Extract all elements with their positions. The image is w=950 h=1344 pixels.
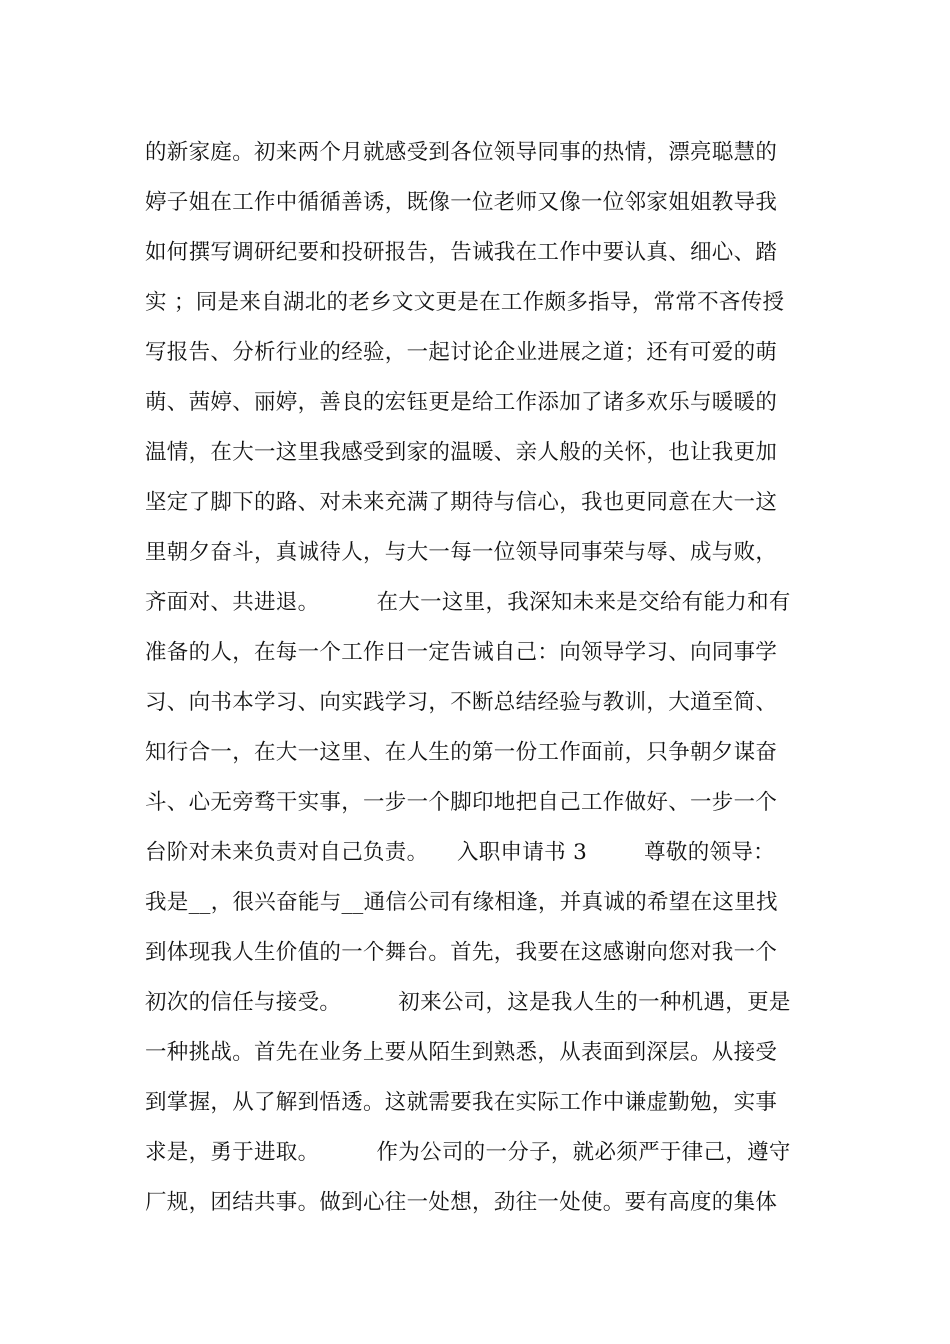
text-line: 实 ；同是来自湖北的老乡文文更是在工作颇多指导，常常不吝传授 [145, 290, 785, 315]
text-line: 写报告、分析行业的经验，一起讨论企业进展之道；还有可爱的萌 [145, 340, 778, 365]
text-line: 知行合一，在大一这里、在人生的第一份工作面前，只争朝夕谋奋 [145, 740, 778, 765]
text-line: 如何撰写调研纪要和投研报告，告诫我在工作中要认真、细心、踏 [145, 240, 778, 265]
text-line: 一种挑战。首先在业务上要从陌生到熟悉，从表面到深层。从接受 [145, 1040, 778, 1065]
text-line: 求是，勇于进取。 作为公司的一分子，就必须严于律己，遵守 [145, 1140, 791, 1165]
text-line: 习、向书本学习、向实践学习，不断总结经验与教训，大道至简、 [145, 690, 778, 715]
text-line: 台阶对未来负责对自己负责。 入职申请书 3 尊敬的领导： [145, 840, 775, 865]
text-line: 厂规，团结共事。做到心往一处想，劲往一处使。要有高度的集体 [145, 1190, 778, 1215]
text-line: 的新家庭。初来两个月就感受到各位领导同事的热情，漂亮聪慧的 [145, 140, 778, 165]
text-line: 准备的人，在每一个工作日一定告诫自己：向领导学习、向同事学 [145, 640, 778, 665]
text-line: 坚定了脚下的路、对未来充满了期待与信心，我也更同意在大一这 [145, 490, 778, 515]
text-line: 我是__，很兴奋能与__通信公司有缘相逢，并真诚的希望在这里找 [145, 890, 778, 915]
body-text [145, 128, 825, 1228]
text-line: 初次的信任与接受。 初来公司，这是我人生的一种机遇，更是 [145, 990, 791, 1015]
text-line: 到掌握，从了解到悟透。这就需要我在实际工作中谦虚勤勉，实事 [145, 1090, 778, 1115]
text-line: 斗、心无旁骛干实事，一步一个脚印地把自己工作做好、一步一个 [145, 790, 778, 815]
text-line: 里朝夕奋斗，真诚待人，与大一每一位领导同事荣与辱、成与败， [145, 540, 778, 565]
text-line: 温情，在大一这里我感受到家的温暖、亲人般的关怀，也让我更加 [145, 440, 778, 465]
text-line: 到体现我人生价值的一个舞台。首先，我要在这感谢向您对我一个 [145, 940, 778, 965]
text-line: 萌、茜婷、丽婷，善良的宏钰更是给工作添加了诸多欢乐与暖暖的 [145, 390, 778, 415]
text-line: 齐面对、共进退。 在大一这里，我深知未来是交给有能力和有 [145, 590, 791, 615]
text-line: 婷子姐在工作中循循善诱，既像一位老师又像一位邻家姐姐教导我 [145, 190, 778, 215]
